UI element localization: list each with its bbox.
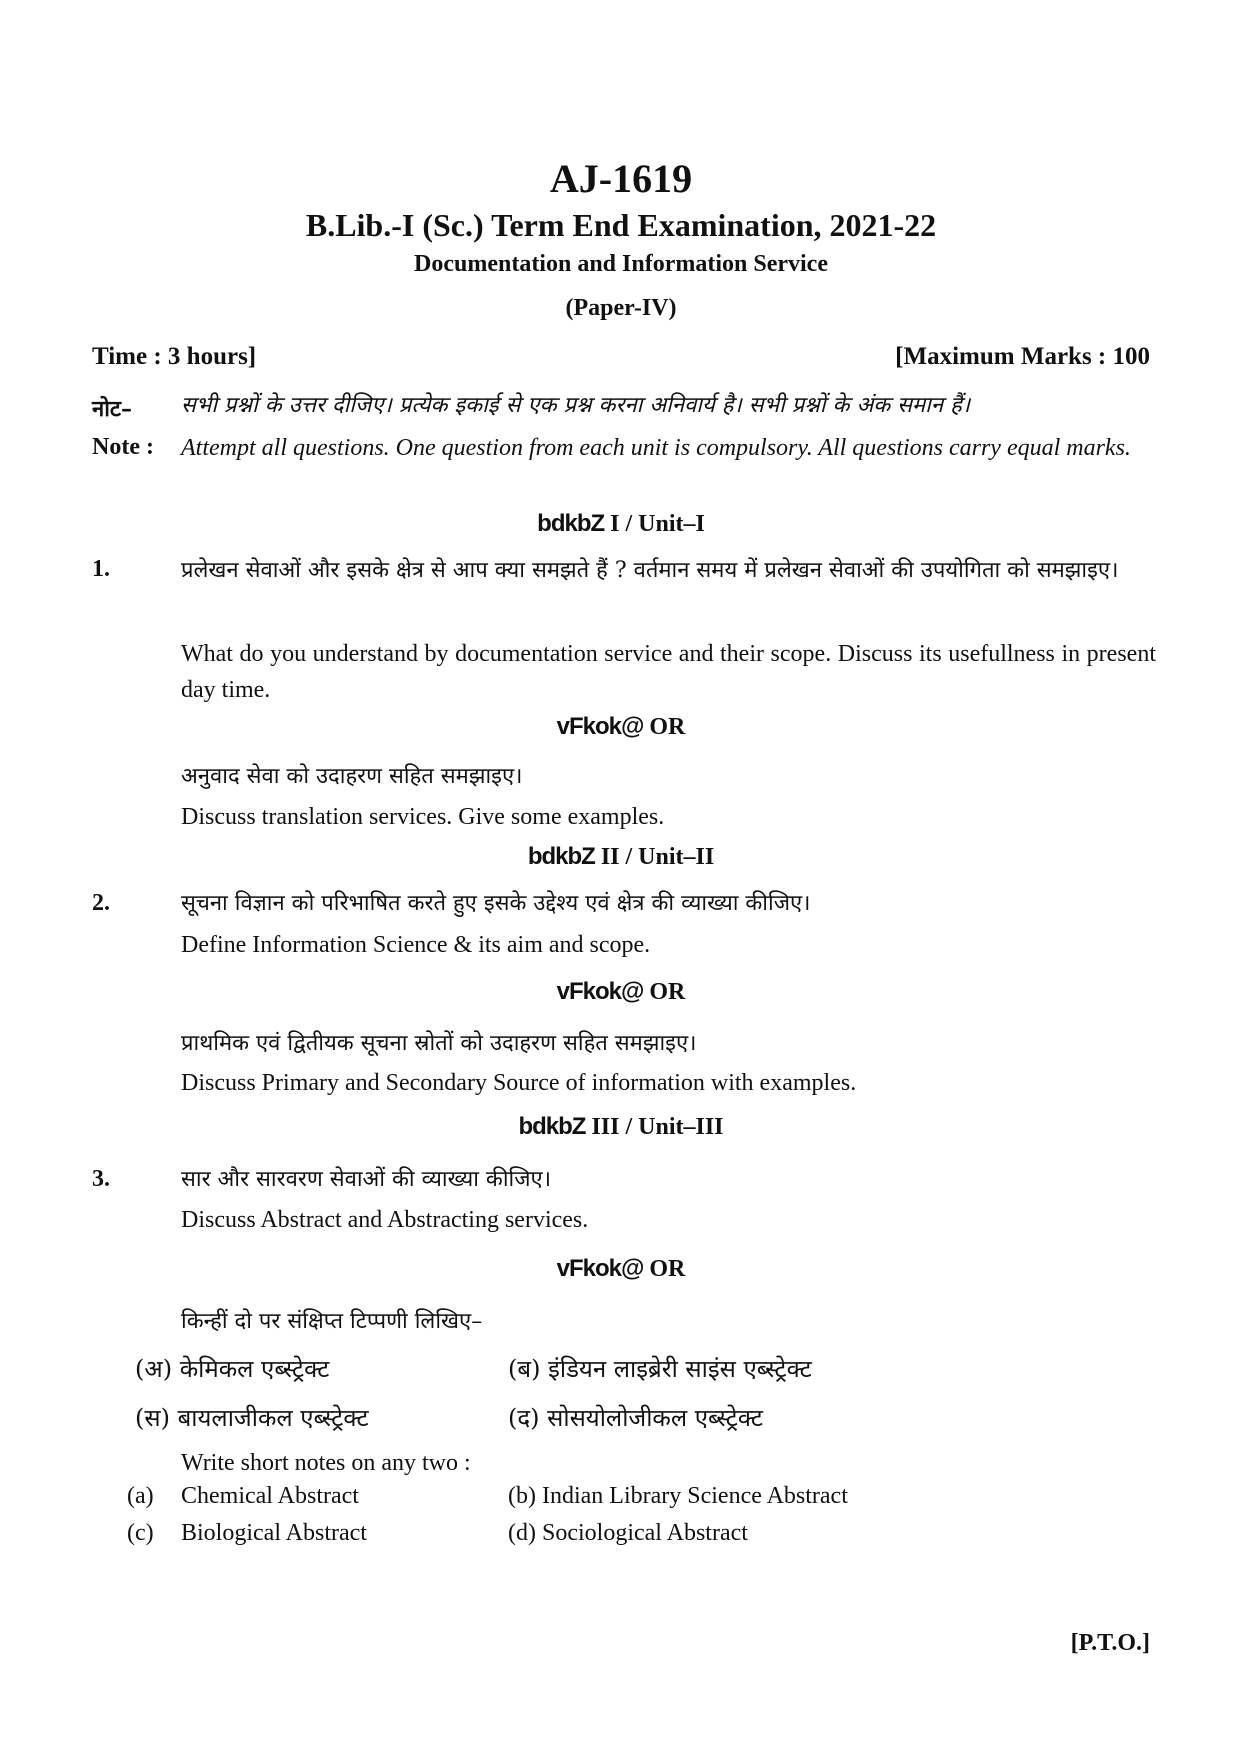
- question-1-alt-hindi: अनुवाद सेवा को उदाहरण सहित समझाइए।: [181, 764, 523, 789]
- or-label: OR: [649, 714, 686, 740]
- question-number-1: 1.: [92, 556, 110, 582]
- note-label-english: Note :: [92, 434, 154, 460]
- option-hindi-d: [508, 1401, 763, 1434]
- question-3-alt-hindi: किन्हीं दो पर संक्षिप्त टिप्पणी लिखिए–: [181, 1309, 483, 1334]
- or-garbled-hindi: vFkok@: [556, 713, 644, 740]
- option-english-c-text: Biological Abstract: [181, 1520, 367, 1546]
- maximum-marks: [Maximum Marks : 100: [895, 343, 1150, 370]
- unit-garbled-hindi: bdkbZ: [527, 843, 595, 870]
- unit-label: I / Unit–I: [610, 511, 705, 537]
- option-text: Sociological Abstract: [541, 1520, 748, 1546]
- unit-label: III / Unit–III: [591, 1114, 724, 1140]
- option-text: केमिकल एब्स्ट्रेक्ट: [179, 1355, 330, 1383]
- question-3-hindi: सार और सारवरण सेवाओं की व्याख्या कीजिए।: [181, 1167, 552, 1192]
- note-text-hindi: सभी प्रश्नों के उत्तर दीजिए। प्रत्येक इकाई से एक प्रश्न करना अनिवार्य है। सभी प्रश्नों के अंक समान हैं।: [181, 393, 971, 418]
- option-label: (b): [508, 1483, 536, 1509]
- unit-heading-3: [0, 1113, 1242, 1141]
- time-allowed: Time : 3 hours]: [92, 343, 257, 370]
- question-number-2: 2.: [92, 890, 110, 916]
- option-english-a-label: (a): [127, 1483, 154, 1509]
- note-text-english: Attempt all questions. One question from each unit is compulsory. All questions carry equal marks.: [181, 435, 1131, 461]
- unit-heading-2: [0, 843, 1242, 871]
- or-garbled-hindi: vFkok@: [556, 978, 644, 1005]
- question-2-alt-hindi: प्राथमिक एवं द्वितीयक सूचना स्रोतों को उदाहरण सहित समझाइए।: [181, 1031, 697, 1056]
- option-text: Indian Library Science Abstract: [541, 1483, 848, 1509]
- option-label: (द): [508, 1404, 540, 1432]
- question-3-alt-english: Write short notes on any two :: [181, 1450, 471, 1476]
- option-label: (अ): [135, 1355, 173, 1383]
- option-english-c-label: (c): [127, 1520, 154, 1546]
- unit-garbled-hindi: bdkbZ: [518, 1113, 586, 1140]
- option-hindi-a: [135, 1352, 329, 1385]
- question-1-alt-english: Discuss translation services. Give some examples.: [181, 804, 665, 830]
- or-heading-2: [0, 978, 1242, 1006]
- unit-heading-1: [0, 510, 1242, 538]
- unit-label: II / Unit–II: [600, 844, 715, 870]
- option-label: (d): [508, 1520, 536, 1546]
- question-1-hindi: प्रलेखन सेवाओं और इसके क्षेत्र से आप क्या समझते हैं ? वर्तमान समय में प्रलेखन सेवाओं की उपयोगिता को समझाइए।: [181, 558, 1119, 583]
- question-2-alt-english: Discuss Primary and Secondary Source of information with examples.: [181, 1070, 857, 1096]
- option-hindi-c: [135, 1401, 369, 1434]
- paper-code: AJ-1619: [549, 156, 693, 201]
- option-text: बायलाजीकल एब्स्ट्रेक्ट: [177, 1404, 369, 1432]
- or-heading-1: [0, 713, 1242, 741]
- option-text: सोसयोलोजीकल एब्स्ट्रेक्ट: [547, 1404, 764, 1432]
- unit-garbled-hindi: bdkbZ: [537, 510, 605, 537]
- exam-title: B.Lib.-I (Sc.) Term End Examination, 2021-22: [305, 207, 937, 243]
- or-heading-3: [0, 1255, 1242, 1283]
- or-label: OR: [649, 1256, 686, 1282]
- subject-title: Documentation and Information Service: [414, 251, 828, 277]
- option-english-a-text: Chemical Abstract: [181, 1483, 359, 1509]
- question-1-english: What do you understand by documentation service and their scope. Discuss its usefullness in present day time.: [181, 641, 1156, 703]
- option-label: (स): [135, 1404, 170, 1432]
- option-label: (ब): [508, 1355, 541, 1383]
- question-2-hindi: सूचना विज्ञान को परिभाषित करते हुए इसके उद्देश्य एवं क्षेत्र की व्याख्या कीजिए।: [181, 891, 811, 916]
- question-2-english: Define Information Science & its aim and scope.: [181, 932, 651, 958]
- paper-number: (Paper-IV): [565, 295, 677, 321]
- option-hindi-b: [508, 1352, 812, 1385]
- pto-marker: [P.T.O.]: [1070, 1630, 1150, 1656]
- or-label: OR: [649, 979, 686, 1005]
- option-english-b: [508, 1483, 848, 1510]
- note-label-hindi: नोट–: [92, 396, 132, 422]
- option-english-d: [508, 1520, 748, 1547]
- option-text: इंडियन लाइब्रेरी साइंस एब्स्ट्रेक्ट: [548, 1355, 812, 1383]
- or-garbled-hindi: vFkok@: [556, 1255, 644, 1282]
- question-number-3: 3.: [92, 1166, 110, 1192]
- question-3-english: Discuss Abstract and Abstracting services.: [181, 1207, 589, 1233]
